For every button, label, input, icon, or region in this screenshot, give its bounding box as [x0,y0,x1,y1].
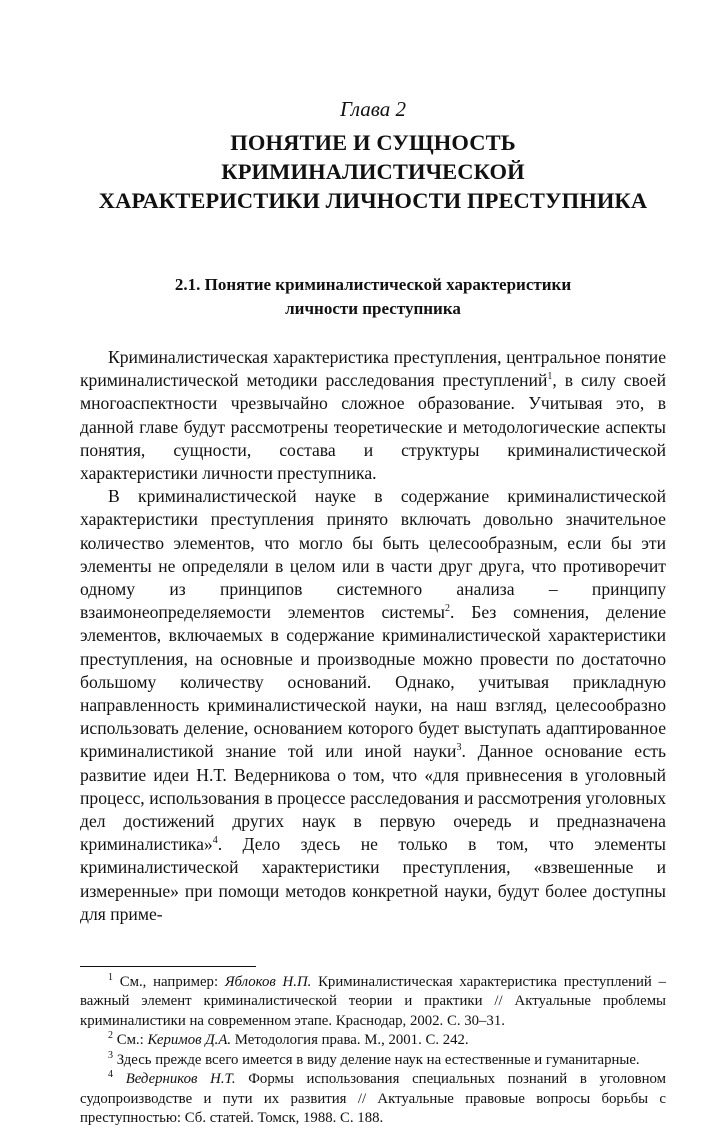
footnote-ref-4[interactable]: 4 [212,835,218,847]
footnote-ref-2[interactable]: 2 [444,603,450,615]
footnote-4 [80,1070,666,1128]
footnote-prefix [113,1071,126,1087]
paragraph-1 [80,346,666,485]
footnote-prefix: См., например: [113,974,225,991]
section-title-line-1: 2.1. Понятие криминалистической характеристики [174,275,572,294]
footnote-2 [80,1031,666,1050]
footnote-author: Ведерников Н.Т. [125,1071,236,1088]
chapter-title-line-1: ПОНЯТИЕ И СУЩНОСТЬ КРИМИНАЛИСТИЧЕСКОЙ [221,130,525,184]
footnote-text: Криминалистическая характеристика преступлений – важный элемент криминалистической теории и практики // Актуальные проблемы криминалистики на современном этапе. Краснодар, 2002. С. 30–31. [80,974,666,1029]
footnote-prefix: См.: [113,1032,148,1049]
paragraph-2-text-b: . Без сомнения, деление элементов, включаемых в содержание криминалистической характеристики преступления, на основные и производные можно провести по достаточно большому количеству оснований. Однако, учитывая прикладную направленность криминалистической науки, на наш взгляд, целесообразно использовать деление, основанием которого будет выступать адаптированное криминалистикой знание той или иной науки [80,602,666,762]
footnote-3 [80,1051,666,1070]
footnote-text: Формы использования специальных познаний в уголовном судопроизводстве и пути их развития // Актуальные правовые вопросы борьбы с преступностью: Сб. статей. Томск, 1988. С. 188. [80,1071,666,1126]
paragraph-1-text-b: , в силу своей многоаспектности чрезвычайно сложное образование. Учитывая это, в данной главе будут рассмотрены теоретические и методологические аспекты понятия, сущности, состава и структуры криминалистической характеристики личности преступника. [80,370,666,484]
footnote-number: 3 [108,1049,113,1061]
book-page [80,96,666,1128]
chapter-title [80,128,666,215]
section-title [80,273,666,321]
footnote-divider [80,966,256,967]
paragraph-2 [80,485,666,926]
paragraph-2-text-c: . Данное основание есть развитие идеи Н.Т. Ведерникова о том, что «для привнесения в уголовный процесс, использования в процессе расследования и рассмотрения уголовных дел достижений других наук в первую очередь и предназначена криминалистика» [80,741,666,855]
chapter-label: Глава 2 [340,97,406,121]
paragraph-2-text-d: . Дело здесь не только в том, что элементы криминалистической характеристики преступления, «взвешенные и измеренные» при помощи методов конкретной науки, будут более доступны для приме- [80,834,666,924]
footnote-author: Яблоков Н.П. [224,974,312,991]
footnote-ref-1[interactable]: 1 [547,371,553,383]
footnote-number: 1 [108,972,113,984]
paragraph-1-text-a: Криминалистическая характеристика преступления, центральное понятие криминалистической методики расследования преступлений [80,347,666,391]
footnote-1 [80,973,666,1031]
footnote-number: 4 [108,1069,113,1081]
footnote-ref-3[interactable]: 3 [456,742,462,754]
footnote-prefix: Здесь прежде всего имеется в виду деление наук на естественные и гуманитарные. [113,1051,640,1068]
footnote-author: Керимов Д.А. [147,1032,232,1049]
footnote-text: Методология права. М., 2001. С. 242. [231,1032,469,1049]
chapter-title-line-2: ХАРАКТЕРИСТИКИ ЛИЧНОСТИ ПРЕСТУПНИКА [98,188,648,213]
section-title-line-2: личности преступника [285,299,461,318]
footnote-number: 2 [108,1030,113,1042]
paragraph-2-text-a: В криминалистической науке в содержание криминалистической характеристики преступления принято включать довольно значительное количество элементов, что могло бы быть целесообразным, если бы эти элементы не определяли в целом или в части друг друга, что противоречит одному из принципов системного анализа – принципу взаимонеопределяемости элементов системы [80,486,666,623]
